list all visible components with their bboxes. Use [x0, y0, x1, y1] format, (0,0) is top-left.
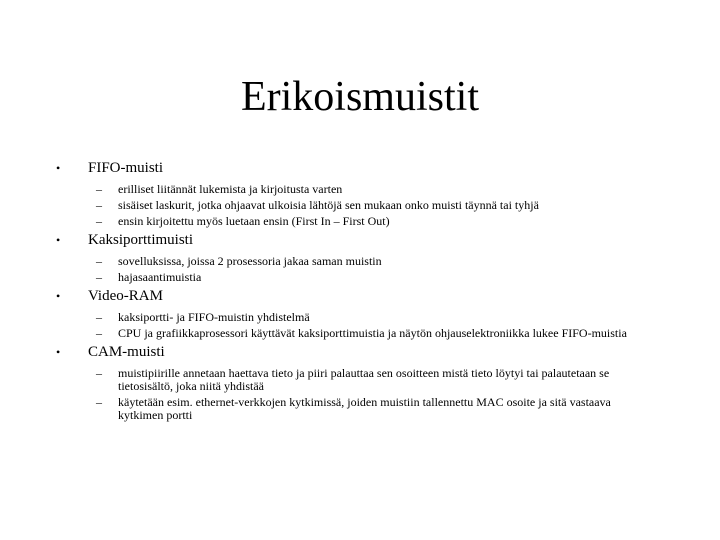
dash-icon: –: [96, 254, 102, 268]
dash-icon: –: [96, 270, 102, 284]
bullet-icon: •: [56, 345, 61, 359]
bullet-row: [56, 231, 656, 249]
sub-item: [56, 396, 656, 422]
dash-icon: –: [96, 395, 102, 409]
bullet-item-fifo: [56, 159, 656, 228]
sub-item: [56, 199, 656, 212]
sub-item-text: kaksiportti- ja FIFO-muistin yhdistelmä: [118, 310, 310, 324]
sub-list: [56, 311, 656, 340]
sub-item-text: erilliset liitännät lukemista ja kirjoitusta varten: [118, 182, 343, 196]
sub-item: [56, 271, 656, 284]
bullet-text: Kaksiporttimuisti: [88, 232, 193, 248]
bullet-text: Video-RAM: [88, 288, 163, 304]
bullet-item-cam: [56, 343, 656, 422]
sub-item: [56, 255, 656, 268]
sub-item: [56, 183, 656, 196]
bullet-list: [56, 156, 656, 425]
dash-icon: –: [96, 198, 102, 212]
bullet-row: [56, 287, 656, 305]
bullet-icon: •: [56, 161, 61, 175]
bullet-row: [56, 159, 656, 177]
sub-list: [56, 367, 656, 422]
sub-item: [56, 215, 656, 228]
sub-list: [56, 183, 656, 228]
sub-item-text: käytetään esim. ethernet-verkkojen kytkimissä, joiden muistiin tallennettu MAC osoite ja sitä vastaava kytkimen portti: [118, 395, 611, 422]
sub-item: [56, 367, 656, 393]
sub-item-text: sovelluksissa, joissa 2 prosessoria jakaa saman muistin: [118, 254, 382, 268]
sub-item-text: CPU ja grafiikkaprosessori käyttävät kaksiporttimuistia ja näytön ohjauselektroniikka lukee FIFO-muistia: [118, 326, 627, 340]
sub-item-text: hajasaantimuistia: [118, 270, 202, 284]
sub-item: [56, 327, 656, 340]
bullet-row: [56, 343, 656, 361]
sub-item-text: ensin kirjoitettu myös luetaan ensin (First In – First Out): [118, 214, 390, 228]
sub-item-text: muistipiirille annetaan haettava tieto ja piiri palauttaa sen osoitteen mistä tieto löytyi tai palautetaan se tietosisältö, joka niitä yhdistää: [118, 366, 610, 393]
bullet-item-video-ram: [56, 287, 656, 340]
slide-title: Erikoismuistit: [240, 74, 479, 120]
dash-icon: –: [96, 326, 102, 340]
bullet-icon: •: [56, 233, 61, 247]
dash-icon: –: [96, 214, 102, 228]
bullet-text: FIFO-muisti: [88, 160, 164, 176]
sub-item: [56, 311, 656, 324]
sub-list: [56, 255, 656, 284]
bullet-icon: •: [56, 289, 61, 303]
sub-item-text: sisäiset laskurit, jotka ohjaavat ulkoisia lähtöjä sen mukaan onko muisti täynnä tai tyhjä: [118, 198, 539, 212]
dash-icon: –: [96, 182, 102, 196]
bullet-item-dual-port: [56, 231, 656, 284]
dash-icon: –: [96, 310, 102, 324]
dash-icon: –: [96, 366, 102, 380]
bullet-text: CAM-muisti: [88, 344, 165, 360]
